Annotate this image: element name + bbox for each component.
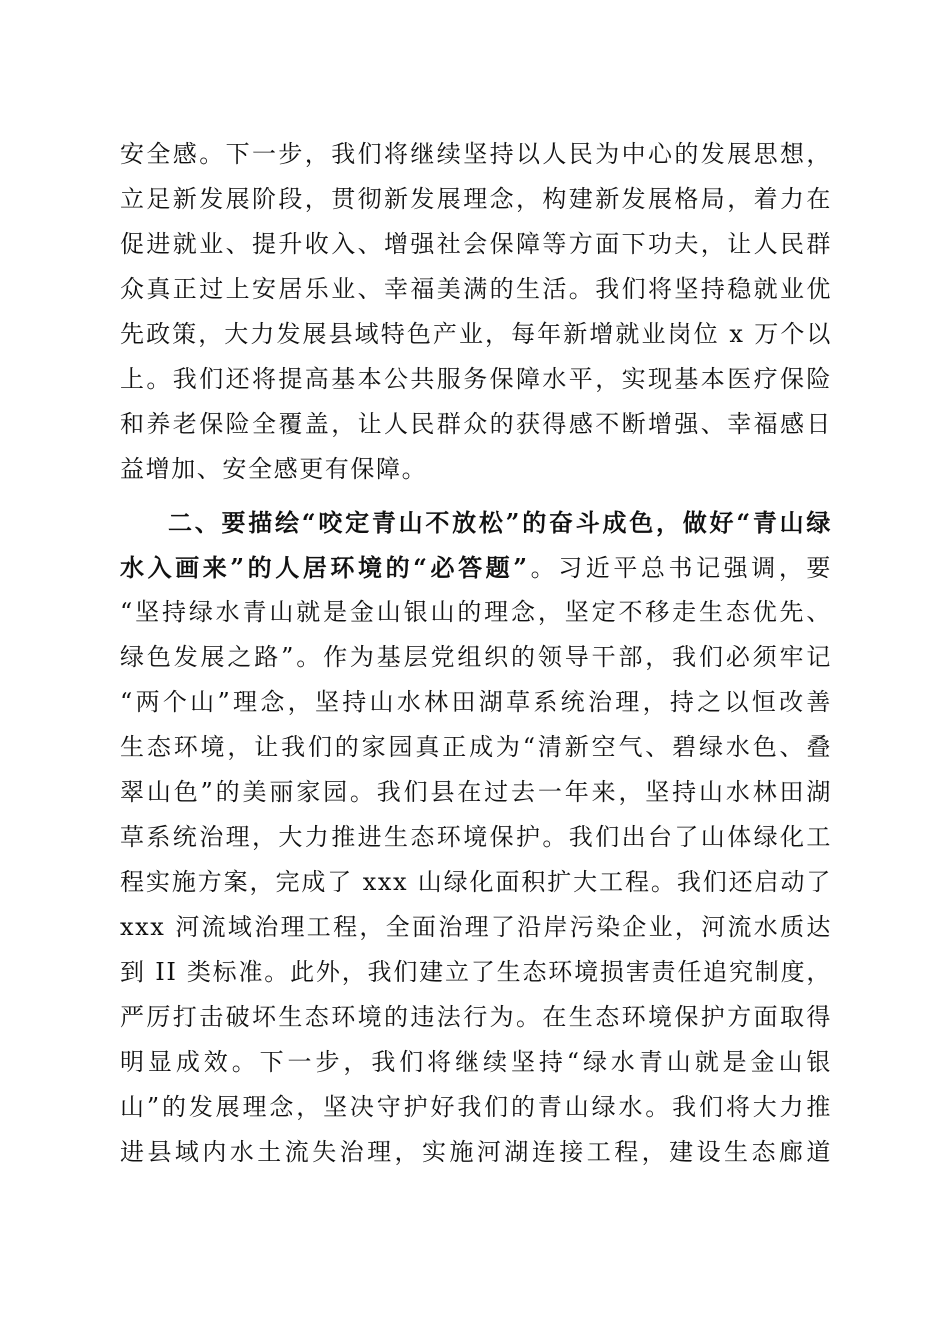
paragraph-1-line-6: 上。我们还将提高基本公共服务保障水平，实现基本医疗保险 [120,365,832,393]
section-heading-bold-part: 水入画来”的人居环境的“必答题” [120,553,529,582]
paragraph-2-line-13: 进县域内水土流失治理，实施河湖连接工程，建设生态廊道 [120,1138,832,1166]
paragraph-2-line-7: 程实施方案，完成了 xxx 山绿化面积扩大工程。我们还启动了 [120,868,832,896]
section-heading-rest: 。习近平总书记强调，要 [528,554,832,582]
section-heading-line-1: 二、要描绘“咬定青山不放松”的奋斗成色，做好“青山绿 [168,508,832,537]
paragraph-1-line-2: 立足新发展阶段，贯彻新发展理念，构建新发展格局，着力在 [120,185,832,213]
paragraph-1-line-1: 安全感。下一步，我们将继续坚持以人民为中心的发展思想， [120,140,832,168]
paragraph-2-line-10: 严厉打击破坏生态环境的违法行为。在生态环境保护方面取得 [120,1003,832,1031]
paragraph-1-line-8: 益增加、安全感更有保障。 [120,455,428,483]
paragraph-2-line-3: “两个山”理念，坚持山水林田湖草系统治理，持之以恒改善 [120,688,832,716]
paragraph-1-line-5: 先政策，大力发展县域特色产业，每年新增就业岗位 x 万个以 [120,320,832,348]
paragraph-1-line-4: 众真正过上安居乐业、幸福美满的生活。我们将坚持稳就业优 [120,275,832,303]
paragraph-2-line-9: 到 II 类标准。此外，我们建立了生态环境损害责任追究制度， [120,958,832,986]
paragraph-2-line-12: 山”的发展理念，坚决守护好我们的青山绿水。我们将大力推 [120,1093,832,1121]
paragraph-2-line-1: “坚持绿水青山就是金山银山的理念，坚定不移走生态优先、 [120,598,832,626]
paragraph-1 [120,132,832,492]
paragraph-2 [120,500,832,1175]
paragraph-2-line-5: 翠山色”的美丽家园。我们县在过去一年来，坚持山水林田湖 [120,778,832,806]
paragraph-1-line-3: 促进就业、提升收入、增强社会保障等方面下功夫，让人民群 [120,230,832,258]
paragraph-2-line-4: 生态环境，让我们的家园真正成为“清新空气、碧绿水色、叠 [120,733,832,761]
paragraph-2-line-2: 绿色发展之路”。作为基层党组织的领导干部，我们必须牢记 [120,643,832,671]
paragraph-1-line-7: 和养老保险全覆盖，让人民群众的获得感不断增强、幸福感日 [120,410,832,438]
paragraph-2-line-11: 明显成效。下一步，我们将继续坚持“绿水青山就是金山银 [120,1048,832,1076]
section-heading-line-2 [120,545,832,590]
paragraph-2-line-6: 草系统治理，大力推进生态环境保护。我们出台了山体绿化工 [120,823,832,851]
paragraph-2-line-8: xxx 河流域治理工程，全面治理了沿岸污染企业，河流水质达 [120,913,832,941]
